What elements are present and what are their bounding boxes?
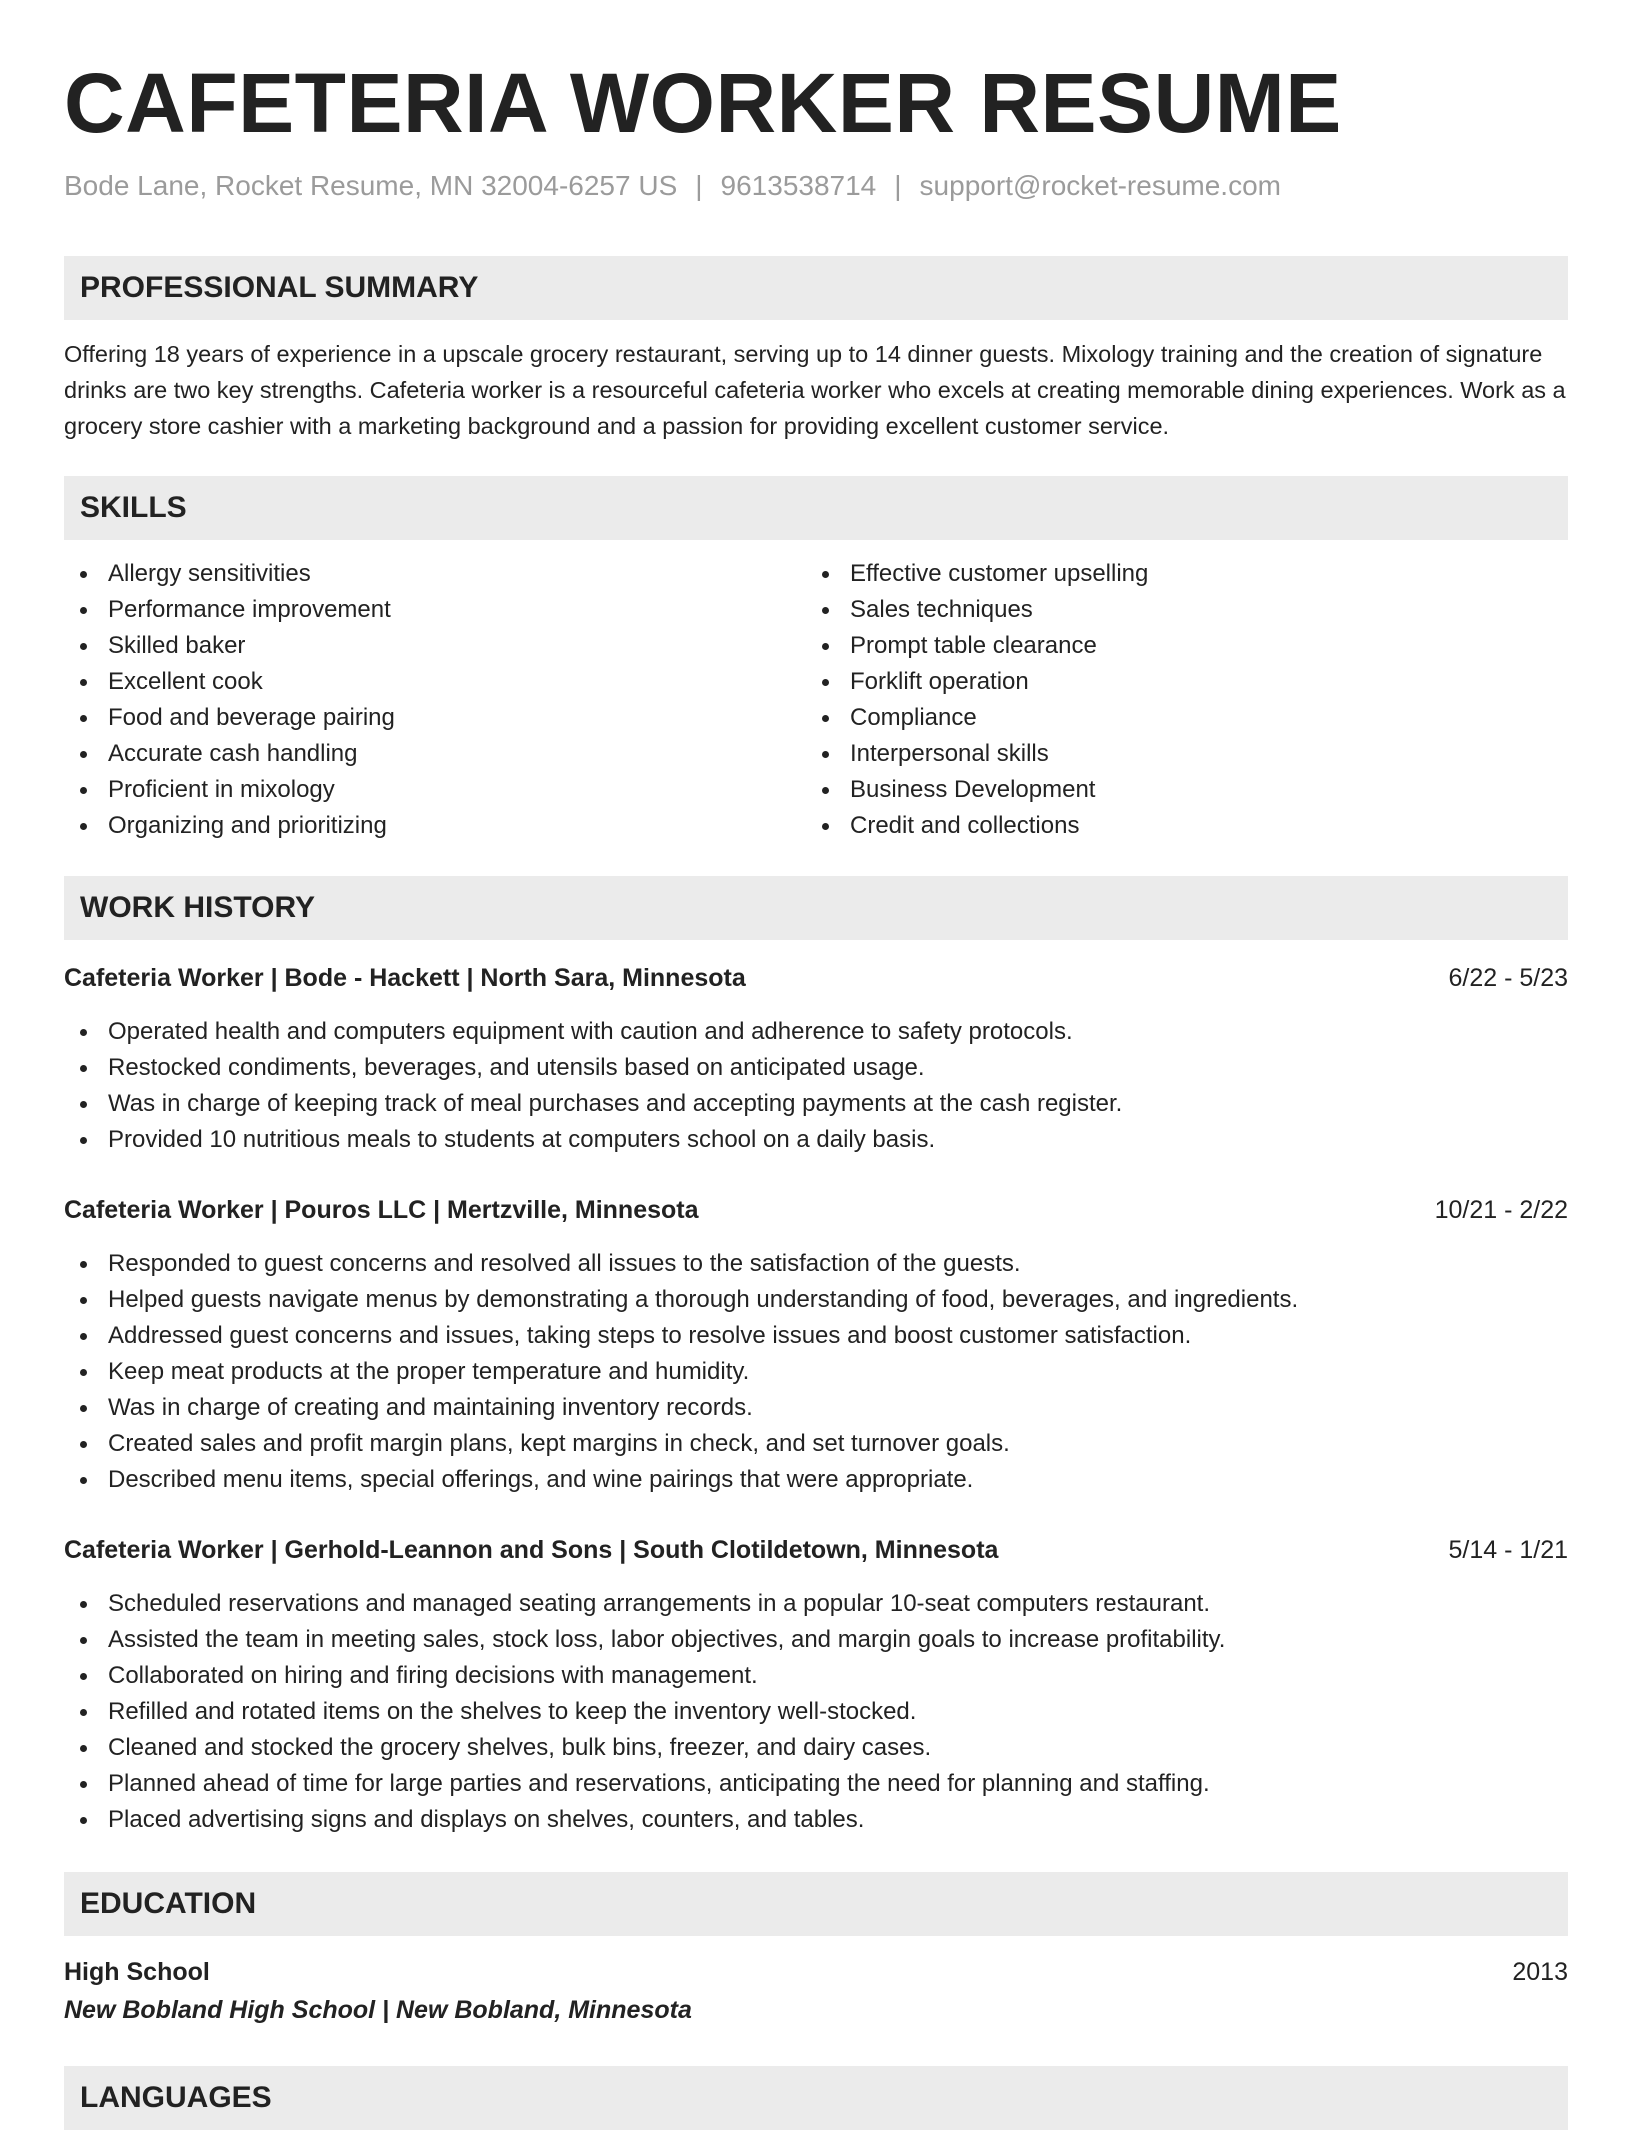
job-title: Cafeteria Worker | Pouros LLC | Mertzville, Minnesota (64, 1196, 699, 1224)
skill-item: Organizing and prioritizing (64, 808, 806, 844)
job-title: Cafeteria Worker | Gerhold-Leannon and Sons | South Clotildetown, Minnesota (64, 1536, 999, 1564)
section-heading-work-history: WORK HISTORY (64, 876, 1568, 940)
skills-list-right (806, 556, 1548, 844)
job-bullet: Operated health and computers equipment with caution and adherence to safety protocols. (64, 1014, 1568, 1050)
section-heading-education: EDUCATION (64, 1872, 1568, 1936)
job-bullet: Provided 10 nutritious meals to students at computers school on a daily basis. (64, 1122, 1568, 1158)
skill-item: Interpersonal skills (806, 736, 1548, 772)
job-bullet: Scheduled reservations and managed seating arrangements in a popular 10-seat computers restaurant. (64, 1586, 1568, 1622)
job-entry (64, 960, 1568, 1158)
section-heading-skills: SKILLS (64, 476, 1568, 540)
job-bullet: Assisted the team in meeting sales, stock loss, labor objectives, and margin goals to increase profitability. (64, 1622, 1568, 1658)
skill-item: Accurate cash handling (64, 736, 806, 772)
job-bullets (64, 1246, 1568, 1498)
skill-item: Proficient in mixology (64, 772, 806, 808)
job-header (64, 1532, 1568, 1568)
job-bullet: Helped guests navigate menus by demonstrating a thorough understanding of food, beverages, and ingredients. (64, 1282, 1568, 1318)
contact-email: support@rocket-resume.com (919, 170, 1281, 201)
skill-item: Sales techniques (806, 592, 1548, 628)
skill-item: Prompt table clearance (806, 628, 1548, 664)
section-heading-summary: PROFESSIONAL SUMMARY (64, 256, 1568, 320)
education-school: New Bobland High School | New Bobland, Minnesota (64, 1996, 692, 2024)
job-bullet: Described menu items, special offerings, and wine pairings that were appropriate. (64, 1462, 1568, 1498)
skill-item: Excellent cook (64, 664, 806, 700)
education-degree: High School (64, 1958, 210, 1986)
job-dates: 10/21 - 2/22 (1434, 1196, 1568, 1224)
job-entry (64, 1532, 1568, 1838)
contact-separator: | (894, 170, 902, 201)
section-heading-languages: LANGUAGES (64, 2066, 1568, 2130)
skill-item: Forklift operation (806, 664, 1548, 700)
skills-grid (64, 556, 1568, 844)
job-bullets (64, 1586, 1568, 1838)
skills-list-left (64, 556, 806, 844)
skill-item: Compliance (806, 700, 1548, 736)
job-bullet: Keep meat products at the proper temperature and humidity. (64, 1354, 1568, 1390)
skill-item: Effective customer upselling (806, 556, 1548, 592)
job-title: Cafeteria Worker | Bode - Hackett | North Sara, Minnesota (64, 964, 746, 992)
skill-item: Allergy sensitivities (64, 556, 806, 592)
contact-line (64, 168, 1568, 204)
job-dates: 6/22 - 5/23 (1448, 964, 1568, 992)
skills-section (64, 476, 1568, 844)
job-header (64, 1192, 1568, 1228)
job-bullet: Cleaned and stocked the grocery shelves, bulk bins, freezer, and dairy cases. (64, 1730, 1568, 1766)
contact-phone: 9613538714 (720, 170, 877, 201)
job-bullet: Responded to guest concerns and resolved all issues to the satisfaction of the guests. (64, 1246, 1568, 1282)
resume-title: CAFETERIA WORKER RESUME (64, 56, 1342, 150)
job-bullet: Planned ahead of time for large parties and reservations, anticipating the need for planning and staffing. (64, 1766, 1568, 1802)
languages-section (64, 2066, 1568, 2130)
skill-item: Business Development (806, 772, 1548, 808)
job-bullet: Refilled and rotated items on the shelves to keep the inventory well-stocked. (64, 1694, 1568, 1730)
job-bullet: Created sales and profit margin plans, kept margins in check, and set turnover goals. (64, 1426, 1568, 1462)
job-bullet: Restocked condiments, beverages, and utensils based on anticipated usage. (64, 1050, 1568, 1086)
job-bullet: Addressed guest concerns and issues, taking steps to resolve issues and boost customer satisfaction. (64, 1318, 1568, 1354)
contact-separator: | (695, 170, 703, 201)
professional-summary-section (64, 256, 1568, 444)
job-dates: 5/14 - 1/21 (1448, 1536, 1568, 1564)
job-header (64, 960, 1568, 996)
work-history-section (64, 876, 1568, 1838)
skill-item: Performance improvement (64, 592, 806, 628)
job-bullet: Placed advertising signs and displays on shelves, counters, and tables. (64, 1802, 1568, 1838)
job-entry (64, 1192, 1568, 1498)
job-bullet: Was in charge of creating and maintaining inventory records. (64, 1390, 1568, 1426)
skill-item: Food and beverage pairing (64, 700, 806, 736)
skill-item: Skilled baker (64, 628, 806, 664)
education-section (64, 1872, 1568, 2028)
skill-item: Credit and collections (806, 808, 1548, 844)
job-bullet: Was in charge of keeping track of meal purchases and accepting payments at the cash register. (64, 1086, 1568, 1122)
summary-text: Offering 18 years of experience in a upscale grocery restaurant, serving up to 14 dinner guests. Mixology training and the creation of signature drinks are two key strengths. Cafeteria worker is a resourceful cafeteria worker who excels at creating memorable dining experiences. Work as a grocery store cashier with a marketing background and a passion for providing excellent customer service. (64, 341, 1566, 439)
education-year: 2013 (1512, 1958, 1568, 1986)
contact-address: Bode Lane, Rocket Resume, MN 32004-6257 US (64, 170, 678, 201)
job-bullets (64, 1014, 1568, 1158)
job-bullet: Collaborated on hiring and firing decisions with management. (64, 1658, 1568, 1694)
education-entry (64, 1954, 1568, 1990)
